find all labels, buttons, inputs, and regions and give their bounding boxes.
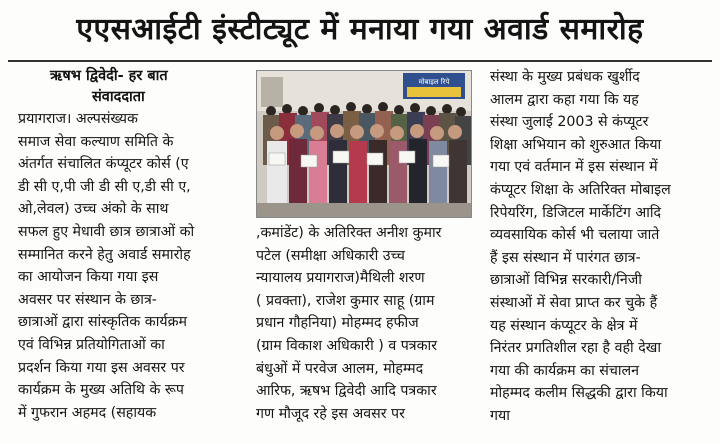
article-line: डी सी ए,पी जी डी सी ए,डी सी ए, [18, 178, 191, 195]
article-line: गण मौजूद रहे इस अवसर पर [256, 405, 405, 422]
article-line: मोहम्मद कलीम सिद्धकी द्वारा किया [490, 385, 668, 402]
article-line: में गुफरान अहमद (सहायक [18, 404, 157, 421]
article-line: संस्था जुलाई 2003 से कंप्यूटर [490, 114, 649, 131]
article-line: अंतर्गत संचालित कंप्यूटर कोर्स (ए [18, 156, 189, 173]
article-line: आरिफ, ऋषभ द्विवेदी आदि पत्रकार [256, 383, 437, 400]
article-line: शिक्षा अभियान को शुरुआत किया [490, 136, 662, 153]
article-line: यह संस्थान कंप्यूटर के क्षेत्र में [490, 317, 638, 334]
headline: एएसआईटी इंस्टीट्यूट में मनाया गया अवार्ड समारोह [76, 12, 644, 47]
article-line: सफल हुए मेधावी छात्र छात्राओं को [18, 223, 195, 240]
article-line: छात्राओं द्वारा सांस्कृतिक कार्यक्रम [18, 314, 187, 331]
photo-banner-text: मोबाइल रिपे [418, 78, 450, 86]
article-line: निरंतर प्रगतिशील रहा है वही देखा [490, 340, 662, 357]
event-photo [256, 70, 472, 218]
article-line: छात्राओं विभिन्न सरकारी/निजी [490, 272, 642, 289]
article-line: ओ,लेवल) उच्च अंको के साथ [18, 201, 169, 218]
article-line: ( प्रवक्ता), राजेश कुमार साहू (ग्राम [256, 292, 435, 309]
article-line: गया एवं वर्तमान में इस संस्थान में [490, 159, 658, 176]
byline [18, 66, 246, 108]
article-line: गया [490, 407, 510, 424]
article-line: बंधुओं में परवेज आलम, मोहम्मद [256, 360, 424, 377]
article-line: पटेल (समीक्षा अधिकारी उच्च [256, 247, 405, 264]
article-line: सम्मानित करने हेतु अवार्ड समारोह [18, 246, 191, 263]
article-line: आलम द्वारा कहा गया कि यह [490, 91, 639, 108]
article-line: (ग्राम विकाश अधिकारी ) व पत्रकार [256, 337, 437, 354]
article-line: समाज सेवा कल्याण समिति के [18, 133, 174, 150]
article-line: संस्थाओं में सेवा प्राप्त कर चुके हैं [490, 294, 658, 311]
column-3 [490, 66, 714, 428]
article-line: प्रयागराज। अल्पसंख्यक [18, 111, 138, 127]
article-line: एवं विभिन्न प्रतियोगिताओं का [18, 336, 165, 353]
byline-role: संवाददाता [92, 89, 145, 105]
article-line: संस्था के मुख्य प्रबंधक खुर्शीद [490, 69, 640, 85]
article-line: प्रधान गौहनिया) मोहम्मद हफीज [256, 315, 419, 332]
article-line: न्यायालय प्रयागराज)मैथिली शरण [256, 270, 425, 287]
byline-author: ऋषभ द्विवेदी- हर बात [50, 68, 168, 84]
column-1 [18, 66, 246, 424]
article-line: कार्यक्रम के मुख्य अतिथि के रूप [18, 382, 184, 399]
article-line: प्रदर्शन किया गया इस अवसर पर [18, 359, 185, 376]
article-line: ,कमांडेंट) के अतिरिक्त अनीश कुमार [256, 225, 442, 241]
column-2 [256, 222, 474, 425]
article-line: अवसर पर संस्थान के छात्र- [18, 291, 157, 308]
article-line: रिपेयरिंग, डिजिटल मार्केटिंग आदि [490, 204, 662, 221]
article-line: का आयोजन किया गया इस [18, 269, 159, 286]
article-line: कंप्यूटर शिक्षा के अतिरिक्त मोबाइल [490, 181, 671, 198]
headline-divider [8, 60, 712, 62]
article-line: हैं इस संस्थान में पारंगत छात्र- [490, 249, 641, 266]
article-line: गया की कार्यक्रम का संचालन [490, 362, 640, 379]
article-line: व्यवसायिक कोर्स भी चलाया जाते [490, 227, 660, 244]
